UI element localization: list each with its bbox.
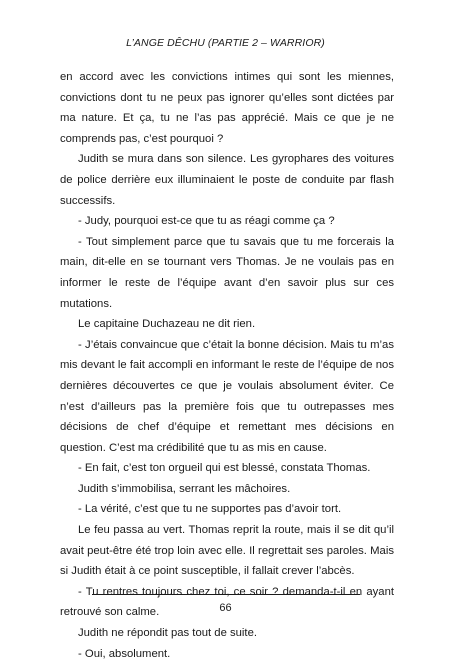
paragraph: - Oui, absolument. — [78, 647, 171, 660]
paragraph: - Judy, pourquoi est-ce que tu as réagi comme ça ? — [78, 215, 335, 228]
body-text — [60, 67, 394, 664]
paragraph: - J’étais convaincue que c’était la bonne décision. Mais tu m’as mis devant le fait accompli en informant le reste de l’équipe de nos dernières découvertes ce que je voulais absolument éviter. Ce n’est d’ailleurs pas la première fois que tu outrepasses mes décisions de chef d’équipe et remettant mes décisions en question. C’est ma crédibilité que tu as mis en cause. — [60, 338, 394, 454]
paragraph: - La vérité, c’est que tu ne supportes pas d’avoir tort. — [78, 503, 342, 516]
paragraph: Le capitaine Duchazeau ne dit rien. — [78, 318, 256, 331]
running-header: L’ANGE DÊCHU (PARTIE 2 – WARRIOR) — [126, 37, 325, 49]
paragraph: - Tout simplement parce que tu savais que tu me forcerais la main, dit-elle en se tournant vers Thomas. Je ne voulais pas en informer le reste de l’équipe avant d’en savoir plus sur ces mutations. — [60, 235, 394, 310]
paragraph: - Tu rentres toujours chez toi, ce soir ? demanda-t-il en ayant retrouvé son calme. — [60, 585, 394, 619]
paragraph: Judith s’immobilisa, serrant les mâchoires. — [78, 482, 291, 495]
paragraph: Le feu passa au vert. Thomas reprit la route, mais il se dit qu’il avait peut-être été trop loin avec elle. Il regrettait ses paroles. Mais si Judith était à ce point susceptible, il fallait crever l’abcès. — [60, 524, 394, 578]
paragraph: en accord avec les convictions intimes qui sont les miennes, convictions dont tu ne peux pas ignorer qu’elles sont dictées par ma nature. Et ça, tu ne l’as pas apprécié. Mais ce que je ne comprends pas, c’est pourquoi ? — [60, 71, 394, 145]
paragraph: - En fait, c’est ton orgueil qui est blessé, constata Thomas. — [78, 462, 371, 475]
footer-divider — [92, 594, 360, 595]
page-number: 66 — [219, 602, 232, 614]
paragraph: Judith ne répondit pas tout de suite. — [78, 627, 257, 640]
paragraph: Judith se mura dans son silence. Les gyrophares des voitures de police derrière eux illuminaient le poste de conduite par flash successifs. — [60, 153, 394, 207]
